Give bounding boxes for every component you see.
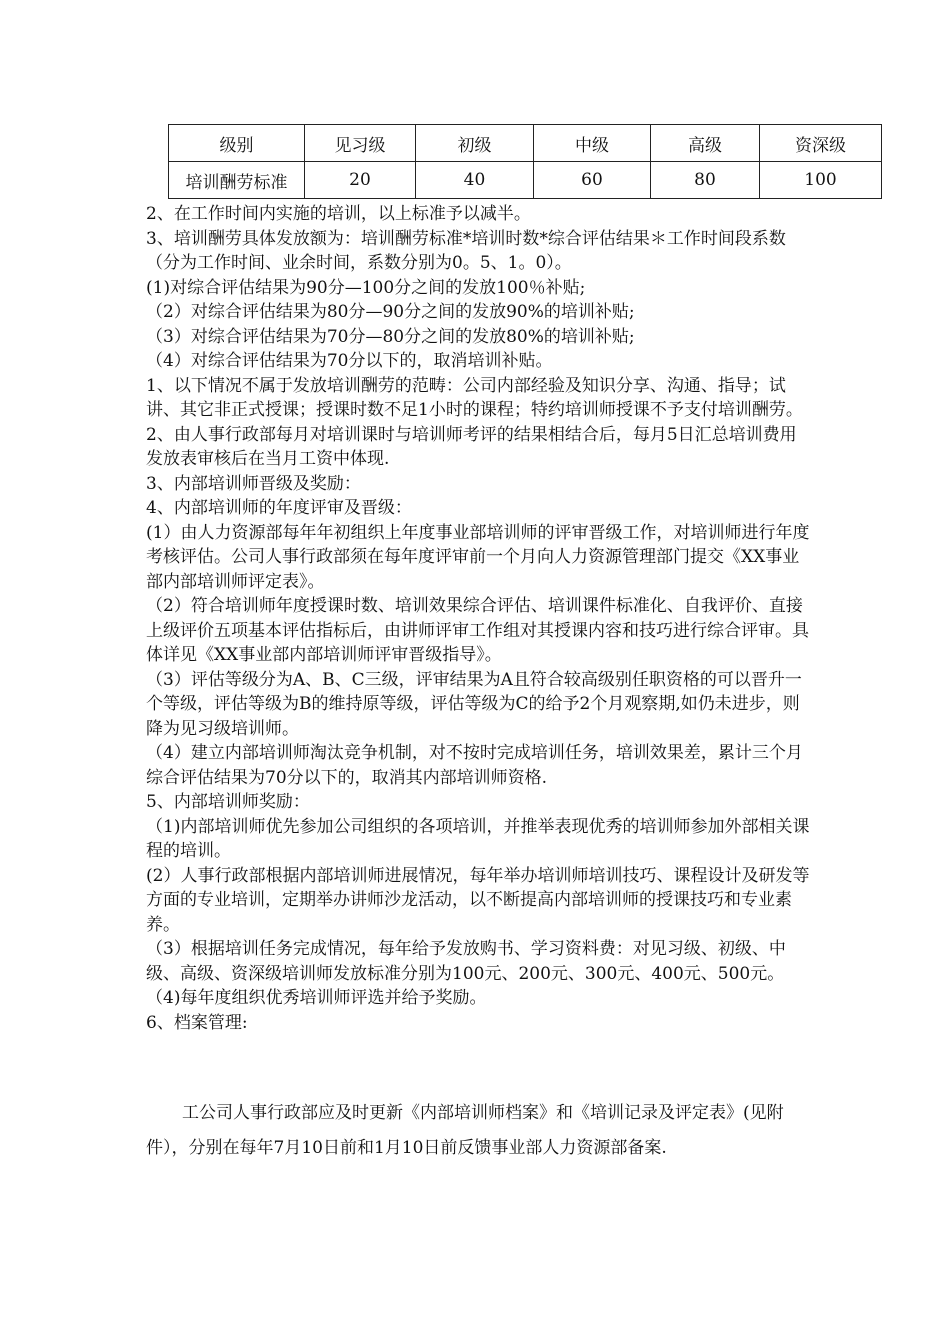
table-cell: 20: [305, 162, 416, 199]
table-cell: 40: [416, 162, 534, 199]
closing-section: [146, 1096, 811, 1166]
paragraph: (1）由人力资源部每年年初组织上年度事业部培训师的评审晋级工作，对培训师进行年度考核评估。公司人事行政部须在每年度评审前一个月向人力资源管理部门提交《XX事业部内部培训师评定表》。: [146, 522, 810, 592]
table-cell: 80: [651, 162, 760, 199]
table-cell: 高级: [651, 125, 760, 162]
paragraph: 6、档案管理:: [146, 1012, 248, 1033]
table-cell: 培训酬劳标准: [169, 162, 305, 199]
paragraph: (2）人事行政部根据内部培训师进展情况，每年举办培训师培训技巧、课程设计及研发等方面的专业培训，定期举办讲师沙龙活动，以不断提高内部培训师的授课技巧和专业素养。: [146, 865, 810, 935]
paragraph: （4）对综合评估结果为70分以下的，取消培训补贴。: [146, 351, 553, 371]
table-cell: 级别: [169, 125, 305, 162]
table-cell: 资深级: [760, 125, 882, 162]
paragraph: 4、内部培训师的年度评审及晋级：: [146, 498, 412, 518]
paragraph: （3）评估等级分为A、B、C三级，评审结果为A且符合较高级别任职资格的可以晋升一个等级，评估等级为B的维持原等级，评估等级为C的给予2个月观察期,如仍未进步，则降为见习级培训师。: [146, 669, 802, 739]
paragraph: (1)对综合评估结果为90分—100分之间的发放100％补贴;: [146, 277, 586, 298]
paragraph: （4)每年度组织优秀培训师评选并给予奖励。: [146, 988, 487, 1008]
paragraph: 5、内部培训师奖励：: [146, 792, 310, 812]
paragraph: （3）根据培训任务完成情况，每年给予发放购书、学习资料费：对见习级、初级、中级、高级、资深级培训师发放标准分别为100元、200元、300元、400元、500元。: [146, 939, 786, 984]
paragraph: （3）对综合评估结果为70分—80分之间的发放80%的培训补贴;: [146, 326, 635, 347]
paragraph: 2、由人事行政部每月对培训课时与培训师考评的结果相结合后，每月5日汇总培训费用发放表审核后在当月工资中体现.: [146, 424, 797, 469]
table-cell: 60: [534, 162, 651, 199]
paragraph: （2）对综合评估结果为80分—90分之间的发放90%的培训补贴;: [146, 302, 635, 322]
paragraph: （2）符合培训师年度授课时数、培训效果综合评估、培训课件标准化、自我评价、直接上级评价五项基本评估指标后，由讲师评审工作组对其授课内容和技巧进行综合评审。具体详见《XX事业部内部培训师评审晋级指导》。: [146, 596, 809, 665]
paragraph: 1、以下情况不属于发放培训酬劳的范畴：公司内部经验及知识分享、沟通、指导；试讲、其它非正式授课；授课时数不足1小时的课程；特约培训师授课不予支付培训酬劳。: [146, 375, 803, 420]
document-body: [146, 202, 811, 1035]
table-cell: 中级: [534, 125, 651, 162]
table-row: [169, 162, 882, 199]
closing-paragraph: 工公司人事行政部应及时更新《内部培训师档案》和《培训记录及评定表》(见附件），分别在每年7月10日前和1月10日前反馈事业部人力资源部备案.: [146, 1103, 784, 1158]
training-fee-table: [168, 124, 882, 199]
paragraph: 2、在工作时间内实施的培训，以上标准予以减半。: [146, 204, 531, 224]
paragraph: 3、内部培训师晋级及奖励：: [146, 473, 361, 494]
table-cell: 见习级: [305, 125, 416, 162]
paragraph: 3、培训酬劳具体发放额为：培训酬劳标准*培训时数*综合评估结果＊工作时间段系数（分为工作时间、业余时间，系数分别为0。5、1。0）。: [146, 228, 786, 273]
table-cell: 初级: [416, 125, 534, 162]
table-header-row: [169, 125, 882, 162]
paragraph: （1)内部培训师优先参加公司组织的各项培训，并推举表现优秀的培训师参加外部相关课程的培训。: [146, 816, 810, 861]
table-cell: 100: [760, 162, 882, 199]
paragraph: （4）建立内部培训师淘汰竞争机制，对不按时完成培训任务，培训效果差，累计三个月综合评估结果为70分以下的，取消其内部培训师资格.: [146, 743, 803, 788]
